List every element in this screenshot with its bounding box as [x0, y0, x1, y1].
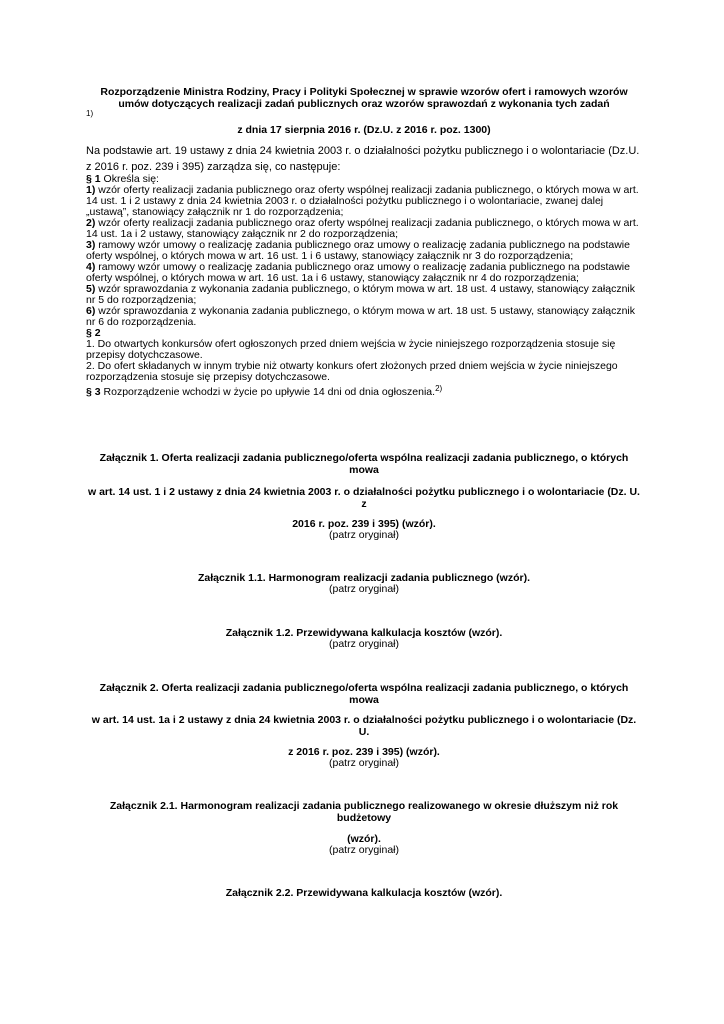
footnote-marker: 1) — [86, 109, 94, 118]
footnote-marker: 2) — [435, 384, 443, 393]
list-item-number: 2) — [86, 217, 96, 229]
paragraph-1-marker: § 1 — [86, 173, 101, 185]
attachment-2-1-line1: Załącznik 2.1. Harmonogram realizacji zadania publicznego realizowanego w okresie dłuższym niż rok budżetowy — [109, 800, 619, 824]
list-item-text: ramowy wzór umowy o realizację zadania publicznego oraz umowy o realizację zadania publicznego na podstawie oferty wspólnej, o których mowa w art. 16 ust. 1 i 6 ustawy, stanowiący załącznik nr 3 do rozporządzenia; — [86, 239, 630, 262]
paragraph-3-marker: § 3 — [86, 386, 101, 398]
list-item-number: 1) — [86, 184, 96, 196]
paragraph-1-text: Określa się: — [100, 173, 159, 185]
list-item — [86, 306, 642, 328]
attachment-2-2: Załącznik 2.2. Przewidywana kalkulacja kosztów (wzór). — [225, 887, 503, 899]
list-item-number: 5) — [86, 283, 96, 295]
paragraph-3 — [86, 383, 642, 398]
attachment-2-line3: z 2016 r. poz. 239 i 395) (wzór). — [288, 746, 440, 758]
attachment-1-line3: 2016 r. poz. 239 i 395) (wzór). — [292, 518, 436, 530]
list-item-text: wzór sprawozdania z wykonania zadania publicznego, o którym mowa w art. 18 ust. 5 ustawy, stanowiący załącznik nr 6 do rozporządzenia. — [86, 305, 635, 328]
original-note: (patrz oryginał) — [328, 844, 400, 856]
list-item — [86, 218, 642, 240]
original-note: (patrz oryginał) — [328, 757, 400, 769]
document-body — [86, 174, 642, 398]
list-item-text: wzór oferty realizacji zadania publicznego oraz oferty wspólnej realizacji zadania publicznego, o których mowa w art. 14 ust. 1 i 2 ustawy z dnia 24 kwietnia 2003 r. o działalności pożytku publicznego i o wolontariacie, zwanej dalej „ustawą”, stanowiący załącznik nr 1 do rozporządzenia; — [86, 184, 639, 218]
list-item-text: wzór sprawozdania z wykonania zadania publicznego, o którym mowa w art. 18 ust. 4 ustawy, stanowiący załącznik nr 5 do rozporządzenia; — [86, 283, 635, 306]
attachment-2-1-line2: (wzór). — [347, 833, 381, 845]
original-note: (patrz oryginał) — [328, 638, 400, 650]
attachment-1-2: Załącznik 1.2. Przewidywana kalkulacja kosztów (wzór). — [225, 627, 503, 639]
date-line: z dnia 17 sierpnia 2016 r. (Dz.U. z 2016 r. poz. 1300) — [237, 124, 491, 136]
attachment-1-line1: Załącznik 1. Oferta realizacji zadania publicznego/oferta wspólna realizacji zadania publicznego, o których mowa — [99, 452, 629, 476]
original-note: (patrz oryginał) — [328, 529, 400, 541]
list-item — [86, 185, 642, 218]
list-item — [86, 240, 642, 262]
paragraph-2-marker: § 2 — [86, 327, 101, 339]
list-item-text: wzór oferty realizacji zadania publicznego oraz oferty wspólnej realizacji zadania publicznego, o których mowa w art. 14 ust. 1a i 2 ustawy, stanowiący załącznik nr 2 do rozporządzenia; — [86, 217, 639, 240]
list-item-number: 4) — [86, 261, 96, 273]
list-item-number: 6) — [86, 305, 96, 317]
original-note: (patrz oryginał) — [328, 583, 400, 595]
attachment-2-line2: w art. 14 ust. 1a i 2 ustawy z dnia 24 kwietnia 2003 r. o działalności pożytku publicznego i o wolontariacie (Dz. U. — [91, 714, 637, 738]
document-title: Rozporządzenie Ministra Rodziny, Pracy i Polityki Społecznej w sprawie wzorów ofert i ramowych wzorów umów dotyczących realizacji zadań publicznych oraz wzorów sprawozdań z wykonania tych zadań — [100, 86, 628, 110]
paragraph-2-item: 2. Do ofert składanych w innym trybie niż otwarty konkurs ofert złożonych przed dniem wejścia w życie niniejszego rozporządzenia stosuje się przepisy dotychczasowe. — [86, 360, 618, 383]
list-item-text: ramowy wzór umowy o realizację zadania publicznego oraz umowy o realizację zadania publicznego na podstawie oferty wspólnej, o których mowa w art. 16 ust. 1a i 6 ustawy, stanowiący załącznik nr 4 do rozporządzenia; — [86, 261, 630, 284]
list-item — [86, 284, 642, 306]
attachment-1-1: Załącznik 1.1. Harmonogram realizacji zadania publicznego (wzór). — [197, 572, 530, 584]
paragraph-3-text: Rozporządzenie wchodzi w życie po upływie 14 dni od dnia ogłoszenia. — [100, 386, 436, 398]
list-item — [86, 262, 642, 284]
attachment-2-line1: Załącznik 2. Oferta realizacji zadania publicznego/oferta wspólna realizacji zadania publicznego, o których mowa — [99, 682, 629, 706]
list-item-number: 3) — [86, 239, 96, 251]
attachment-1-line2: w art. 14 ust. 1 i 2 ustawy z dnia 24 kwietnia 2003 r. o działalności pożytku publicznego i o wolontariacie (Dz. U. z — [88, 486, 640, 510]
intro-paragraph: Na podstawie art. 19 ustawy z dnia 24 kwietnia 2003 r. o działalności pożytku publicznego i o wolontariacie (Dz.U. z 2016 r. poz. 239 i 395) zarządza się, co następuje: — [86, 145, 640, 173]
paragraph-2-item: 1. Do otwartych konkursów ofert ogłoszonych przed dniem wejścia w życie niniejszego rozporządzenia stosuje się przepisy dotychczasowe. — [86, 338, 616, 361]
